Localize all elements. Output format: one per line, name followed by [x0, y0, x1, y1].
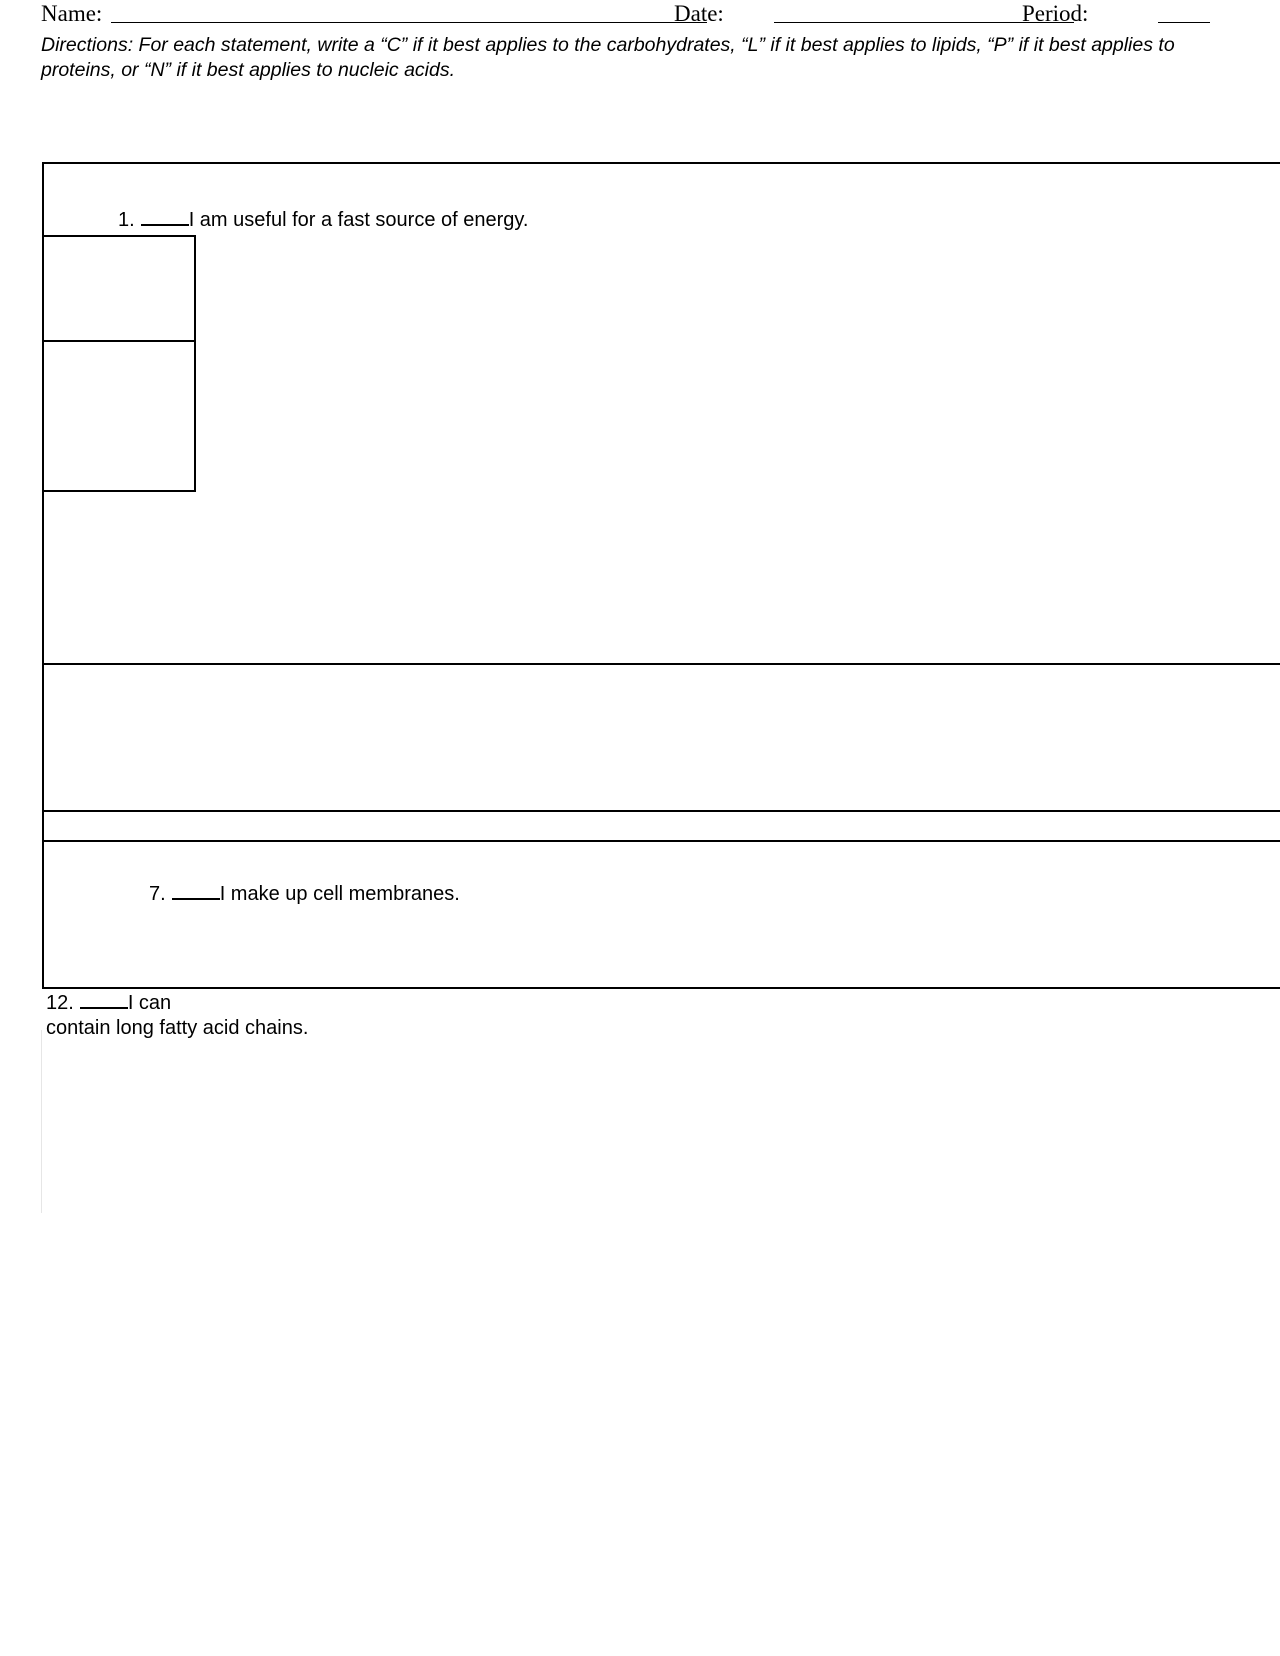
- directions: [41, 33, 1201, 83]
- question-12: [46, 989, 446, 1041]
- date-blank[interactable]: [774, 22, 1074, 23]
- question-1: [118, 206, 528, 232]
- empty-cell: [42, 340, 196, 492]
- name-blank[interactable]: [111, 22, 707, 23]
- answer-blank[interactable]: [172, 880, 220, 900]
- faint-border: [41, 1030, 42, 1213]
- question-text: I am useful for a fast source of energy.: [188, 209, 529, 231]
- answer-blank[interactable]: [80, 989, 128, 1009]
- answer-blank[interactable]: [141, 206, 189, 226]
- table-row-divider: [42, 840, 1280, 842]
- question-text-start: I can: [127, 992, 172, 1014]
- table-row-divider: [42, 663, 1280, 665]
- directions-label: Directions: [41, 34, 128, 56]
- question-text-rest: contain long fatty acid chains.: [46, 1017, 309, 1039]
- question-number: 12.: [46, 992, 74, 1014]
- empty-cell: [42, 235, 196, 342]
- question-text: I make up cell membranes.: [219, 883, 460, 905]
- directions-text: : For each statement, write a “C” if it best applies to the carbohydrates, “L” if it best applies to lipids, “P” if it best applies to proteins, or “N” if it best applies to nucleic acids.: [41, 34, 1175, 81]
- question-number: 7.: [149, 883, 166, 905]
- date-label: Date:: [674, 1, 724, 26]
- name-label: Name:: [41, 1, 103, 26]
- period-blank[interactable]: [1158, 22, 1210, 23]
- question-7: [149, 880, 460, 906]
- table-top-border: [42, 162, 1280, 164]
- student-info-header: [41, 0, 1241, 28]
- question-number: 1.: [118, 209, 135, 231]
- table-row-divider: [42, 810, 1280, 812]
- period-label: Period:: [1022, 1, 1089, 26]
